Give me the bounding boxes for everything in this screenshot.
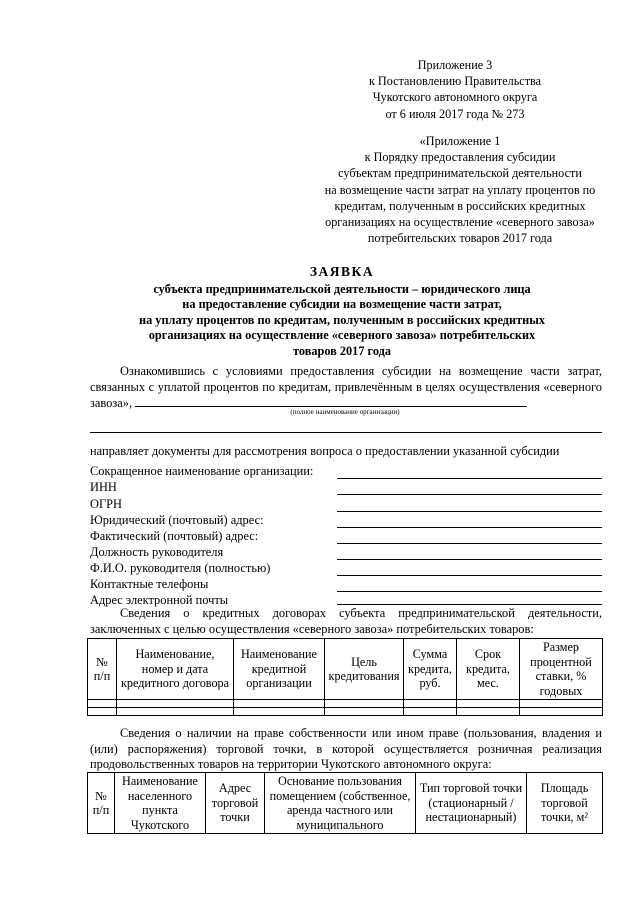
directs-documents-text: направляет документы для рассмотрения вопроса о предоставлении указанной субсидии — [90, 444, 560, 458]
appendix-3-line: от 6 июля 2017 года № 273 — [385, 106, 525, 121]
credit-col-amount: Сумма кредита, руб. — [404, 639, 457, 700]
credit-col-purpose: Цель кредитования — [325, 639, 404, 700]
trade-point-table — [87, 772, 603, 834]
property-col-type: Тип торговой точки (стационарный / нестационарный) — [416, 773, 527, 834]
credit-agreements-intro: Сведения о кредитных договорах субъекта предпринимательской деятельности, заключенных с целью осуществления «северного завоза» потребительских товаров: — [90, 606, 602, 636]
field-head-name-label: Ф.И.О. руководителя (полностью) — [90, 561, 271, 575]
field-short-name-line[interactable] — [337, 478, 602, 479]
appendix-1-header — [300, 133, 620, 246]
credit-table-header-row — [88, 639, 603, 700]
field-actual-address-line[interactable] — [337, 543, 602, 544]
appendix-1-line: потребительских товаров 2017 года — [367, 231, 553, 246]
property-col-basis: Основание пользования помещением (собственное, аренда частного или муниципального — [265, 773, 416, 834]
field-phones-line[interactable] — [337, 591, 602, 592]
field-email-label: Адрес электронной почты — [90, 593, 229, 607]
credit-col-number: № п/п — [88, 639, 117, 700]
subtitle-line: субъекта предпринимательской деятельности – юридического лица — [153, 282, 531, 296]
credit-col-rate: Размер процентной ставки, % годовых — [520, 639, 603, 700]
intro-paragraph — [90, 364, 602, 412]
property-col-number: № п/п — [88, 773, 115, 834]
table-row — [88, 708, 603, 716]
organization-name-second-line[interactable] — [90, 432, 602, 433]
appendix-1-line: субъектам предпринимательской деятельности — [338, 166, 582, 181]
organization-name-blank[interactable] — [135, 395, 527, 407]
document-title: ЗАЯВКА — [309, 264, 375, 279]
field-head-name-line[interactable] — [337, 575, 602, 576]
property-table-header-row — [88, 773, 603, 834]
field-actual-address-label: Фактический (почтовый) адрес: — [90, 529, 259, 543]
appendix-1-line: кредитам, полученным в российских кредитных — [334, 198, 586, 213]
intro-text: Ознакомившись с условиями предоставления субсидии на возмещение части затрат, связанных с уплатой процентов по кредитам, привлечённым в целях осуществления «северного завоза», — [90, 364, 602, 411]
property-col-settlement: Наименование населенного пункта Чукотского — [115, 773, 206, 834]
field-head-position-label: Должность руководителя — [90, 545, 224, 559]
appendix-3-line: к Постановлению Правительства — [368, 74, 542, 89]
field-email-line[interactable] — [337, 604, 602, 605]
field-head-position-line[interactable] — [337, 559, 602, 560]
appendix-1-line: «Приложение 1 — [419, 134, 501, 148]
field-inn-label: ИНН — [90, 480, 117, 494]
appendix-3-line: Чукотского автономного округа — [372, 90, 538, 105]
appendix-1-line: организациях на осуществление «северного завоза» — [325, 215, 595, 230]
field-inn-line[interactable] — [337, 494, 602, 495]
appendix-3-header — [330, 57, 580, 122]
field-legal-address-line[interactable] — [337, 527, 602, 528]
field-ogrn-line[interactable] — [337, 511, 602, 512]
property-col-area: Площадь торговой точки, м² — [527, 773, 603, 834]
appendix-3-line: Приложение 3 — [417, 58, 493, 72]
subtitle-line: товаров 2017 года — [292, 343, 391, 358]
credit-agreements-table — [87, 638, 603, 716]
subtitle-line: на уплату процентов по кредитам, полученным в российских кредитных — [139, 312, 545, 327]
subtitle-line: на предоставление субсидии на возмещение части затрат, — [182, 297, 502, 312]
organization-name-hint: (полное наименование организации) — [290, 408, 400, 416]
document-subtitle — [80, 282, 604, 359]
field-phones-label: Контактные телефоны — [90, 577, 209, 591]
property-col-address: Адрес торговой точки — [206, 773, 265, 834]
credit-col-organization: Наименование кредитной организации — [234, 639, 325, 700]
subtitle-line: организациях на осуществление «северного завоза» потребительских — [148, 328, 536, 343]
credit-col-agreement: Наименование, номер и дата кредитного договора — [117, 639, 234, 700]
appendix-1-line: к Порядку предоставления субсидии — [364, 150, 556, 165]
field-legal-address-label: Юридический (почтовый) адрес: — [90, 513, 264, 527]
appendix-1-line: на возмещение части затрат на уплату процентов по — [324, 182, 596, 197]
trade-point-intro: Сведения о наличии на праве собственности или ином праве (пользования, владения и (или) распоряжения) торговой точки, в которой осуществляется розничная реализация продовольственных товаров на территории Чукотского автономного округа: — [90, 726, 602, 772]
field-short-name-label: Сокращенное наименование организации: — [90, 464, 314, 478]
table-row — [88, 700, 603, 708]
field-ogrn-label: ОГРН — [90, 497, 122, 511]
credit-col-term: Срок кредита, мес. — [457, 639, 520, 700]
